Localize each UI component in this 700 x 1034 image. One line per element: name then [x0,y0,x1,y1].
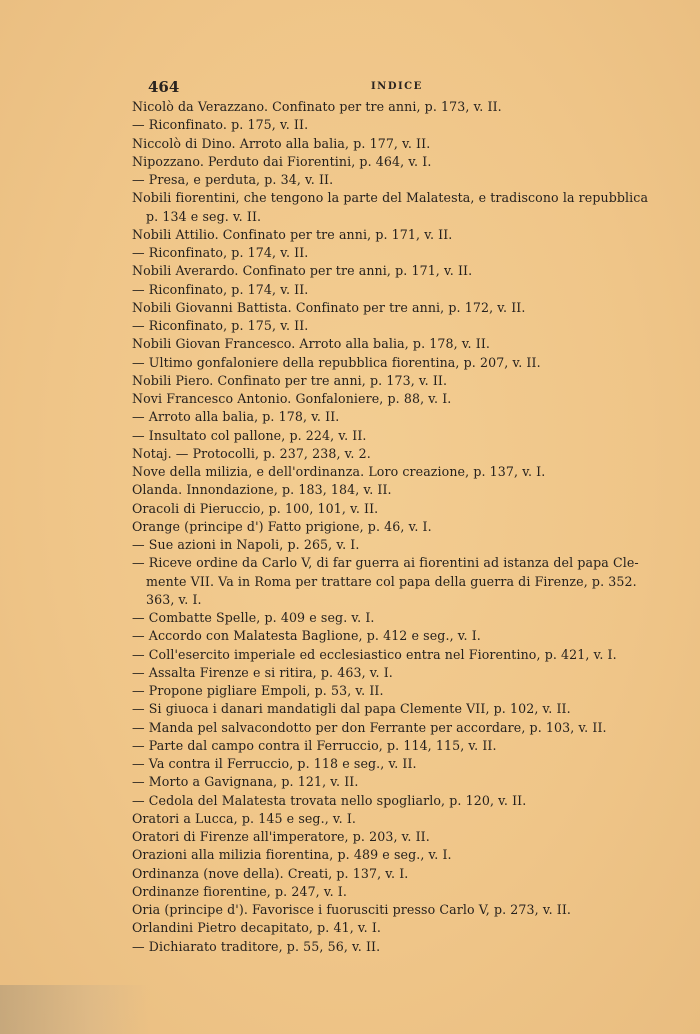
index-entry: — Va contra il Ferruccio, p. 118 e seg., v. II. [132,756,417,771]
scan-shadow [0,985,150,1034]
index-entry: Oratori di Firenze all'imperatore, p. 203, v. II. [132,829,430,844]
index-entry: Oracoli di Pieruccio, p. 100, 101, v. II. [132,500,379,516]
index-entry: Oria (principe d'). Favorisce i fuorusciti presso Carlo V, p. 273, v. II. [132,902,572,917]
index-entry: Nobili fiorentini, che tengono la parte del Malatesta, e tradiscono la repubblica [132,190,649,206]
index-entry: Orazioni alla milizia fiorentina, p. 489 e seg., v. I. [132,847,452,863]
index-entry: Novi Francesco Antonio. Gonfaloniere, p. 88, v. I. [132,391,452,406]
index-entry: Nove della milizia, e dell'ordinanza. Loro creazione, p. 137, v. I. [132,464,546,479]
index-entry: — Morto a Gavignana, p. 121, v. II. [132,774,359,790]
index-entry: — Ultimo gonfaloniere della repubblica fiorentina, p. 207, v. II. [132,354,541,370]
index-entry: Nobili Giovanni Battista. Confinato per tre anni, p. 172, v. II. [132,299,526,315]
index-entry: — Propone pigliare Empoli, p. 53, v. II. [132,683,384,698]
page-number: 464 [148,78,180,96]
index-entry: Orlandini Pietro decapitato, p. 41, v. I. [132,920,382,936]
index-entry: Nobili Piero. Confinato per tre anni, p. 173, v. II. [132,372,448,388]
index-entry: — Si giuoca i danari mandatigli dal papa Clemente VII, p. 102, v. II. [132,701,571,717]
index-entry: Olanda. Innondazione, p. 183, 184, v. II. [132,482,392,498]
index-entry: — Riconfinato. p. 175, v. II. [132,117,309,133]
index-entry: — Riconfinato, p. 175, v. II. [132,318,309,333]
index-entry: Nipozzano. Perduto dai Fiorentini, p. 464, v. I. [132,153,432,169]
index-entry: — Dichiarato traditore, p. 55, 56, v. II. [132,938,381,954]
index-entry: — Riconfinato, p. 174, v. II. [132,281,309,297]
index-entry-continuation: p. 134 e seg. v. II. [146,208,262,224]
page-header [148,78,548,98]
index-entry: — Combatte Spelle, p. 409 e seg. v. I. [132,610,375,625]
index-entry: Orange (principe d') Fatto prigione, p. 46, v. I. [132,518,432,534]
index-entry: Nobili Averardo. Confinato per tre anni, p. 171, v. II. [132,263,473,279]
index-entry: — Assalta Firenze e si ritira, p. 463, v. I. [132,664,393,680]
index-entry: — Arroto alla balia, p. 178, v. II. [132,409,340,425]
index-entry: — Cedola del Malatesta trovata nello spogliarlo, p. 120, v. II. [132,792,527,808]
index-entry: — Parte dal campo contra il Ferruccio, p. 114, 115, v. II. [132,737,497,753]
index-entry: Oratori a Lucca, p. 145 e seg., v. I. [132,810,357,826]
index-entry: Nicolò da Verazzano. Confinato per tre anni, p. 173, v. II. [132,99,502,114]
index-entry: Nobili Attilio. Confinato per tre anni, p. 171, v. II. [132,226,453,242]
index-entry: Ordinanza (nove della). Creati, p. 137, v. I. [132,865,409,881]
index-entry: — Presa, e perduta, p. 34, v. II. [132,172,334,187]
index-entry-continuation: 363, v. I. [146,591,202,607]
index-entry: — Riceve ordine da Carlo V, di far guerra ai fiorentini ad istanza del papa Cle- [132,555,639,571]
index-entry: Nobili Giovan Francesco. Arroto alla balia, p. 178, v. II. [132,336,490,352]
index-entry-continuation: mente VII. Va in Roma per trattare col papa della guerra di Firenze, p. 352. [146,573,637,589]
index-list [132,98,652,956]
index-entry: — Manda pel salvacondotto per don Ferrante per accordare, p. 103, v. II. [132,719,607,735]
running-head: INDICE [371,81,423,92]
index-entry: Ordinanze fiorentine, p. 247, v. I. [132,883,347,899]
index-entry: — Coll'esercito imperiale ed ecclesiastico entra nel Fiorentino, p. 421, v. I. [132,646,617,662]
index-entry: Notaj. — Protocolli, p. 237, 238, v. 2. [132,445,371,461]
index-entry: — Sue azioni in Napoli, p. 265, v. I. [132,537,360,552]
index-entry: Niccolò di Dino. Arroto alla balia, p. 177, v. II. [132,135,431,151]
index-entry: — Riconfinato, p. 174, v. II. [132,245,309,260]
index-entry: — Accordo con Malatesta Baglione, p. 412 e seg., v. I. [132,628,481,644]
index-entry: — Insultato col pallone, p. 224, v. II. [132,427,367,443]
